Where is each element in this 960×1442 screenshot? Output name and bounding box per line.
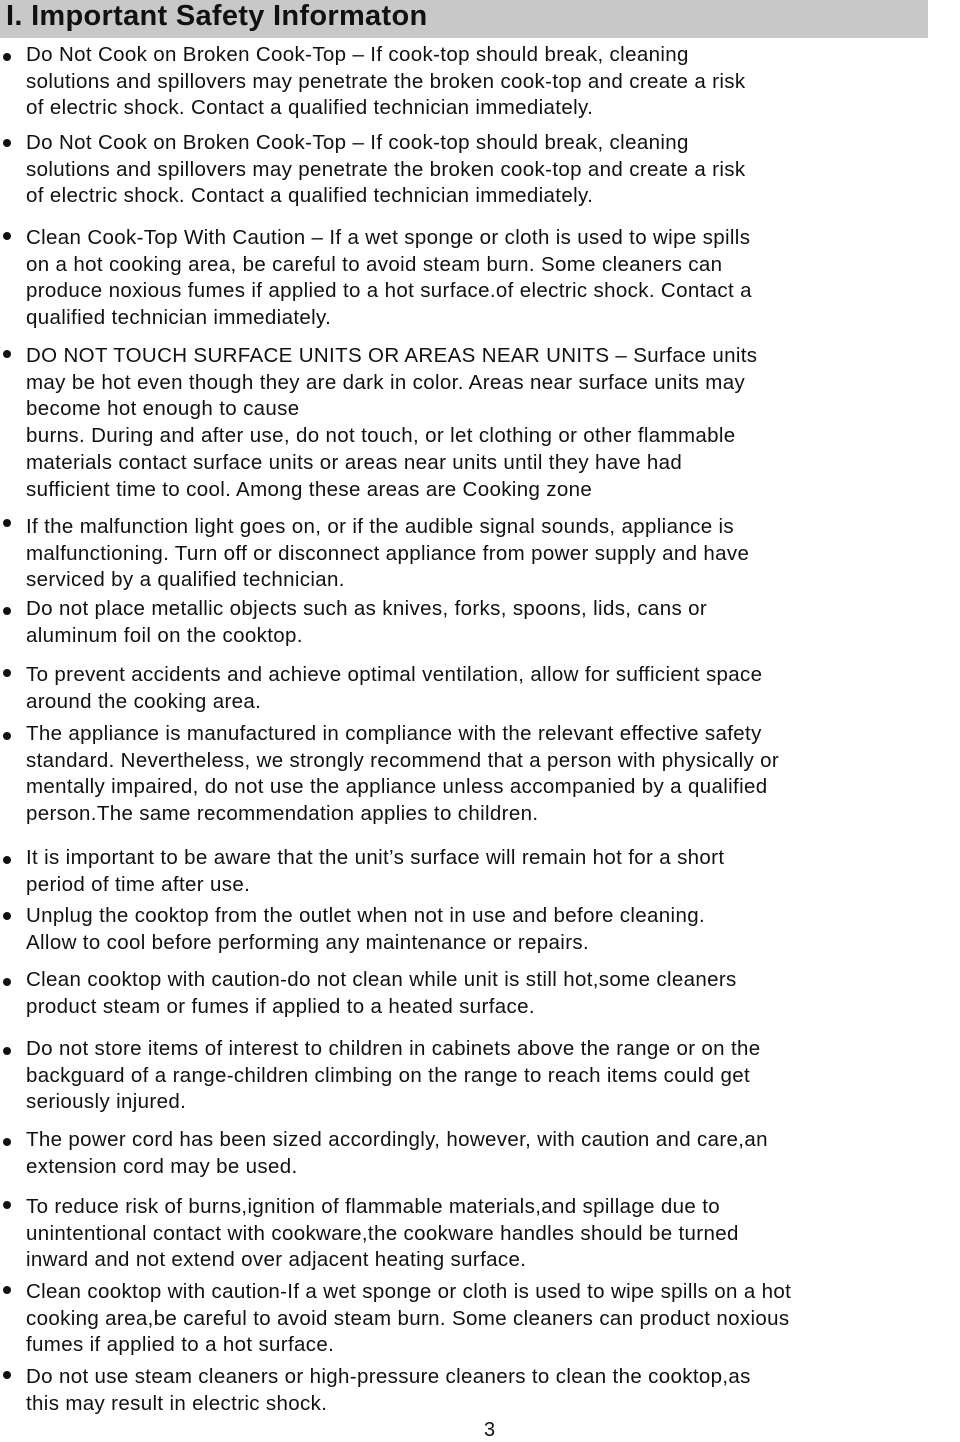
list-item-text: It is important to be aware that the unit’s surface will remain hot for a short period of time after use. <box>26 846 725 896</box>
list-item-text: Unplug the cooktop from the outlet when not in use and before cleaning. Allow to cool before performing any maintenance or repairs. <box>26 904 706 954</box>
bullet-icon <box>3 1138 11 1146</box>
bullet-icon <box>3 1047 11 1055</box>
bullet-icon <box>3 1371 11 1379</box>
list-item-text: Clean Cook-Top With Caution – If a wet sponge or cloth is used to wipe spills on a hot cooking area, be careful to avoid steam burn. Some cleaners can produce noxious fumes if applied to a hot surface.of electric shock. Contact a qualified technician immediately. <box>26 226 752 330</box>
bullet-icon <box>3 669 11 677</box>
list-item-text: To reduce risk of burns,ignition of flammable materials,and spillage due to unintentional contact with cookware,the cookware handles should be turned inward and not extend over adjacent heating surface. <box>26 1195 739 1272</box>
list-item-text: Do not use steam cleaners or high-pressure cleaners to clean the cooktop,as this may result in electric shock. <box>26 1365 751 1415</box>
bullet-icon <box>3 912 11 920</box>
list-item-text: Clean cooktop with caution-If a wet sponge or cloth is used to wipe spills on a hot cooking area,be careful to avoid steam burn. Some cleaners can product noxious fumes if applied to a hot surface. <box>26 1280 792 1357</box>
bullet-icon <box>3 232 11 240</box>
list-item-text: The power cord has been sized accordingly, however, with caution and care,an extension cord may be used. <box>26 1128 768 1178</box>
bullet-icon <box>3 139 11 147</box>
list-item-text: The appliance is manufactured in compliance with the relevant effective safety standard. Nevertheless, we strongly recommend that a person with physically or mentally impaired, do not use the appliance unless accompanied by a qualified person.The same recommendation applies to children. <box>26 722 780 826</box>
bullet-icon <box>3 53 11 61</box>
list-item-text: Do not place metallic objects such as knives, forks, spoons, lids, cans or aluminum foil on the cooktop. <box>26 597 708 647</box>
bullet-icon <box>3 1286 11 1294</box>
bullet-icon <box>3 978 11 986</box>
bullet-icon <box>3 350 11 358</box>
page-number: 3 <box>484 1419 496 1441</box>
list-item-text: If the malfunction light goes on, or if the audible signal sounds, appliance is malfunctioning. Turn off or disconnect appliance from power supply and have serviced by a qualified technician. <box>26 515 750 592</box>
list-item-text: Do not store items of interest to children in cabinets above the range or on the backguard of a range-children climbing on the range to reach items could get seriously injured. <box>26 1037 761 1114</box>
list-item-text: Do Not Cook on Broken Cook-Top – If cook-top should break, cleaning solutions and spillovers may penetrate the broken cook-top and create a risk of electric shock. Contact a qualified technician immediately. <box>26 131 746 208</box>
bullet-icon <box>3 1201 11 1209</box>
bullet-icon <box>3 519 11 527</box>
section-title: I. Important Safety Informaton <box>6 0 428 32</box>
list-item-text: Do Not Cook on Broken Cook-Top – If cook-top should break, cleaning solutions and spillovers may penetrate the broken cook-top and create a risk of electric shock. Contact a qualified technician immediately. <box>26 43 746 120</box>
list-item-text: Clean cooktop with caution-do not clean while unit is still hot,some cleaners product steam or fumes if applied to a heated surface. <box>26 968 737 1018</box>
list-item-text: To prevent accidents and achieve optimal ventilation, allow for sufficient space around the cooking area. <box>26 663 763 713</box>
bullet-icon <box>3 607 11 615</box>
bullet-icon <box>3 856 11 864</box>
bullet-icon <box>3 732 11 740</box>
list-item-text: DO NOT TOUCH SURFACE UNITS OR AREAS NEAR UNITS – Surface units may be hot even though they are dark in color. Areas near surface units may become hot enough to cause burns. During and after use, do not touch, or let clothing or other flammable materials contact surface units or areas near units until they have had sufficient time to cool. Among these areas are Cooking zone <box>26 344 758 501</box>
